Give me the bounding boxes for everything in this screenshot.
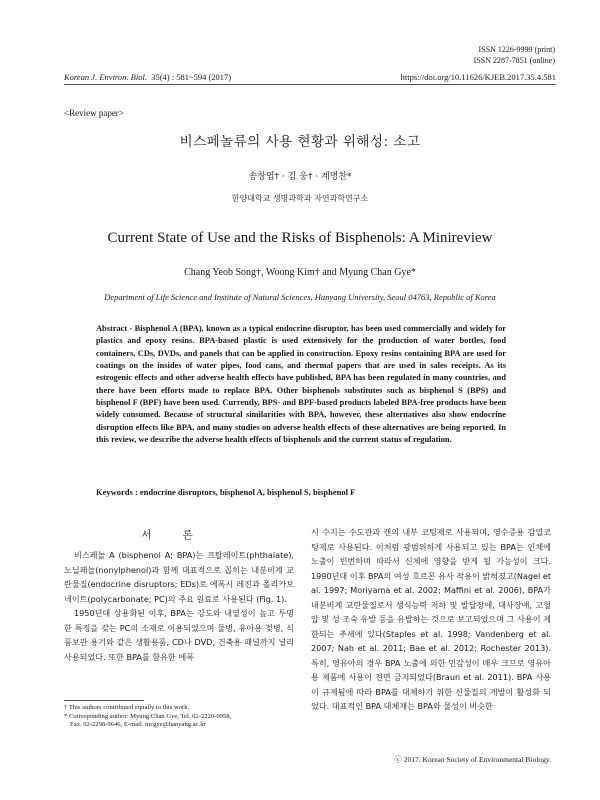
korean-authors: 송창엽† · 김 웅† · 계명찬* — [248, 172, 352, 182]
paragraph-1: 비스페놀 A (bisphenol A; BPA)는 프탈레이트(phthalate), 노닐페놀(nonylphenol)과 함께 대표적으로 꼽히는 내분비계 교란물질(endocrine disruptors; EDs)로 에폭시 레진과 폴리카보네이트(polycarbonate; PC)의 주요 원료로 사용된다 (Fig. 1). — [64, 550, 294, 604]
doi-link[interactable]: https://doi.org/10.11626/KJEB.2017.35.4.581 — [400, 72, 556, 82]
paragraph-2: 1950년대 상용화된 이후, BPA는 강도와 내열성이 높고 투명한 특징을 갖는 PC의 소재로 이용되었으며 물병, 유아용 젖병, 식품보관 용기와 같은 생활용품, CD나 DVD, 건축용 패널까지 널리 사용되었다. 또한 BPA를 함유한 에폭 — [64, 608, 294, 662]
header-rule — [64, 84, 556, 85]
footnote-equal-contribution: † This authors contributed equally to this work. — [64, 704, 190, 711]
abstract: Abstract - Bisphenol A (BPA), known as a typical endocrine disruptor, has been used commercially and widely for plastics and epoxy resins. BPA-based plastic is used extensively for the production of water bottles, food containers, CDs, DVDs, and panels that can be applied in construction. Epoxy resins containing BPA are used for coatings on the insides of water pipes, food cans, and thermal papers that are used in sales receipts. As its estrogenic effects and other adverse health effects have published, BPA has been regulated in many countries, and there have been efforts made to replace BPA. Other bisphenols substitutes such as bisphenol S (BPS) and bisphenol F (BPF) have been used. Currently, BPS- and BPF-based products labeled BPA-free products have been widely consumed. Because of structural similarities with BPA, however, these alternatives also show endocrine disruption effects like BPA, and many studies on adverse health effects of these alternatives are being reported. In this review, we describe the adverse health effects of bisphenols and the current status of regulation. — [96, 324, 506, 445]
volume-pages: 35(4) : 581~594 (2017) — [151, 72, 232, 82]
korean-affiliation: 한양대학교 생명과학과 자연과학연구소 — [231, 194, 369, 203]
footnote-corresponding-author: * Corresponding author: Myung Chan Gye, Tel. 02-2220-0958, — [64, 712, 232, 720]
keywords: Keywords : endocrine disruptors, bisphenol A, bisphenol S, bisphenol F — [96, 487, 356, 497]
issn-online: ISSN 2287-7851 (online) — [473, 56, 555, 65]
running-header — [64, 72, 556, 82]
english-affiliation: Department of Life Science and Institute of Natural Sciences, Hanyang University, Seoul 04763, Republic of Korea — [104, 292, 496, 302]
article-type: <Review paper> — [64, 108, 124, 118]
copyright: ⓒ 2017. Korean Society of Environmental Biology. — [394, 755, 551, 764]
issn-print: ISSN 1226-9999 (print) — [478, 45, 555, 54]
body-right-column — [311, 525, 551, 714]
english-title: Current State of Use and the Risks of Bisphenols: A Minireview — [107, 230, 493, 246]
body-left-column — [64, 548, 294, 664]
section-title-introduction: 서 론 — [141, 529, 207, 541]
journal-name: Korean J. Environ. Biol. — [64, 72, 147, 82]
footnote-rule — [64, 700, 144, 701]
korean-title: 비스페놀류의 사용 현황과 위해성: 소고 — [179, 134, 421, 150]
paragraph-continued: 시 수지는 수도관과 캔의 내부 코팅제로 사용되며, 영수증용 감열코팅제로 사용된다. 이처럼 광범위하게 사용되고 있는 BPA는 인체에 노출이 빈번하며 따라서 신체에 영향을 받게 될 가능성이 크다. 1990년대 이후 BPA의 여성 호르몬 유사 작용이 밝혀졌고(Nagel et al. 1997; Moriyama et al. 2002; Maffini et al. 2006), BPA가 내분비계 교란물질로서 생식능력 저하 및 발달장애, 대사장애, 고혈압 및 성 조숙 유발 등을 유발하는 것으로 보고되었으며 그 사용이 제한되는 추세에 있다(Staples et al. 1998; Vandenberg et al. 2007; Nah et al. 2011; Bae et al. 2012; Rochester 2013). 특히, 영유아의 경우 BPA 노출에 의한 민감성이 매우 크므로 영유아용 제품에 사용이 전면 금지되었다(Braun et al. 2011). BPA 사용이 규제됨에 따라 BPA를 대체하기 위한 신물질의 개발이 활성화 되었다. 대표적인 BPA 대체재는 BPA와 물성이 비슷한 — [311, 527, 551, 711]
issn-block — [474, 44, 555, 66]
footnote-contact: Fax. 02-2298-9646, E-mail. mcgye@hanyang.ac.kr — [70, 721, 206, 729]
journal-citation — [64, 72, 231, 82]
english-authors: Chang Yeob Song†, Woong Kim† and Myung Chan Gye* — [184, 267, 416, 278]
footnotes — [64, 704, 294, 730]
